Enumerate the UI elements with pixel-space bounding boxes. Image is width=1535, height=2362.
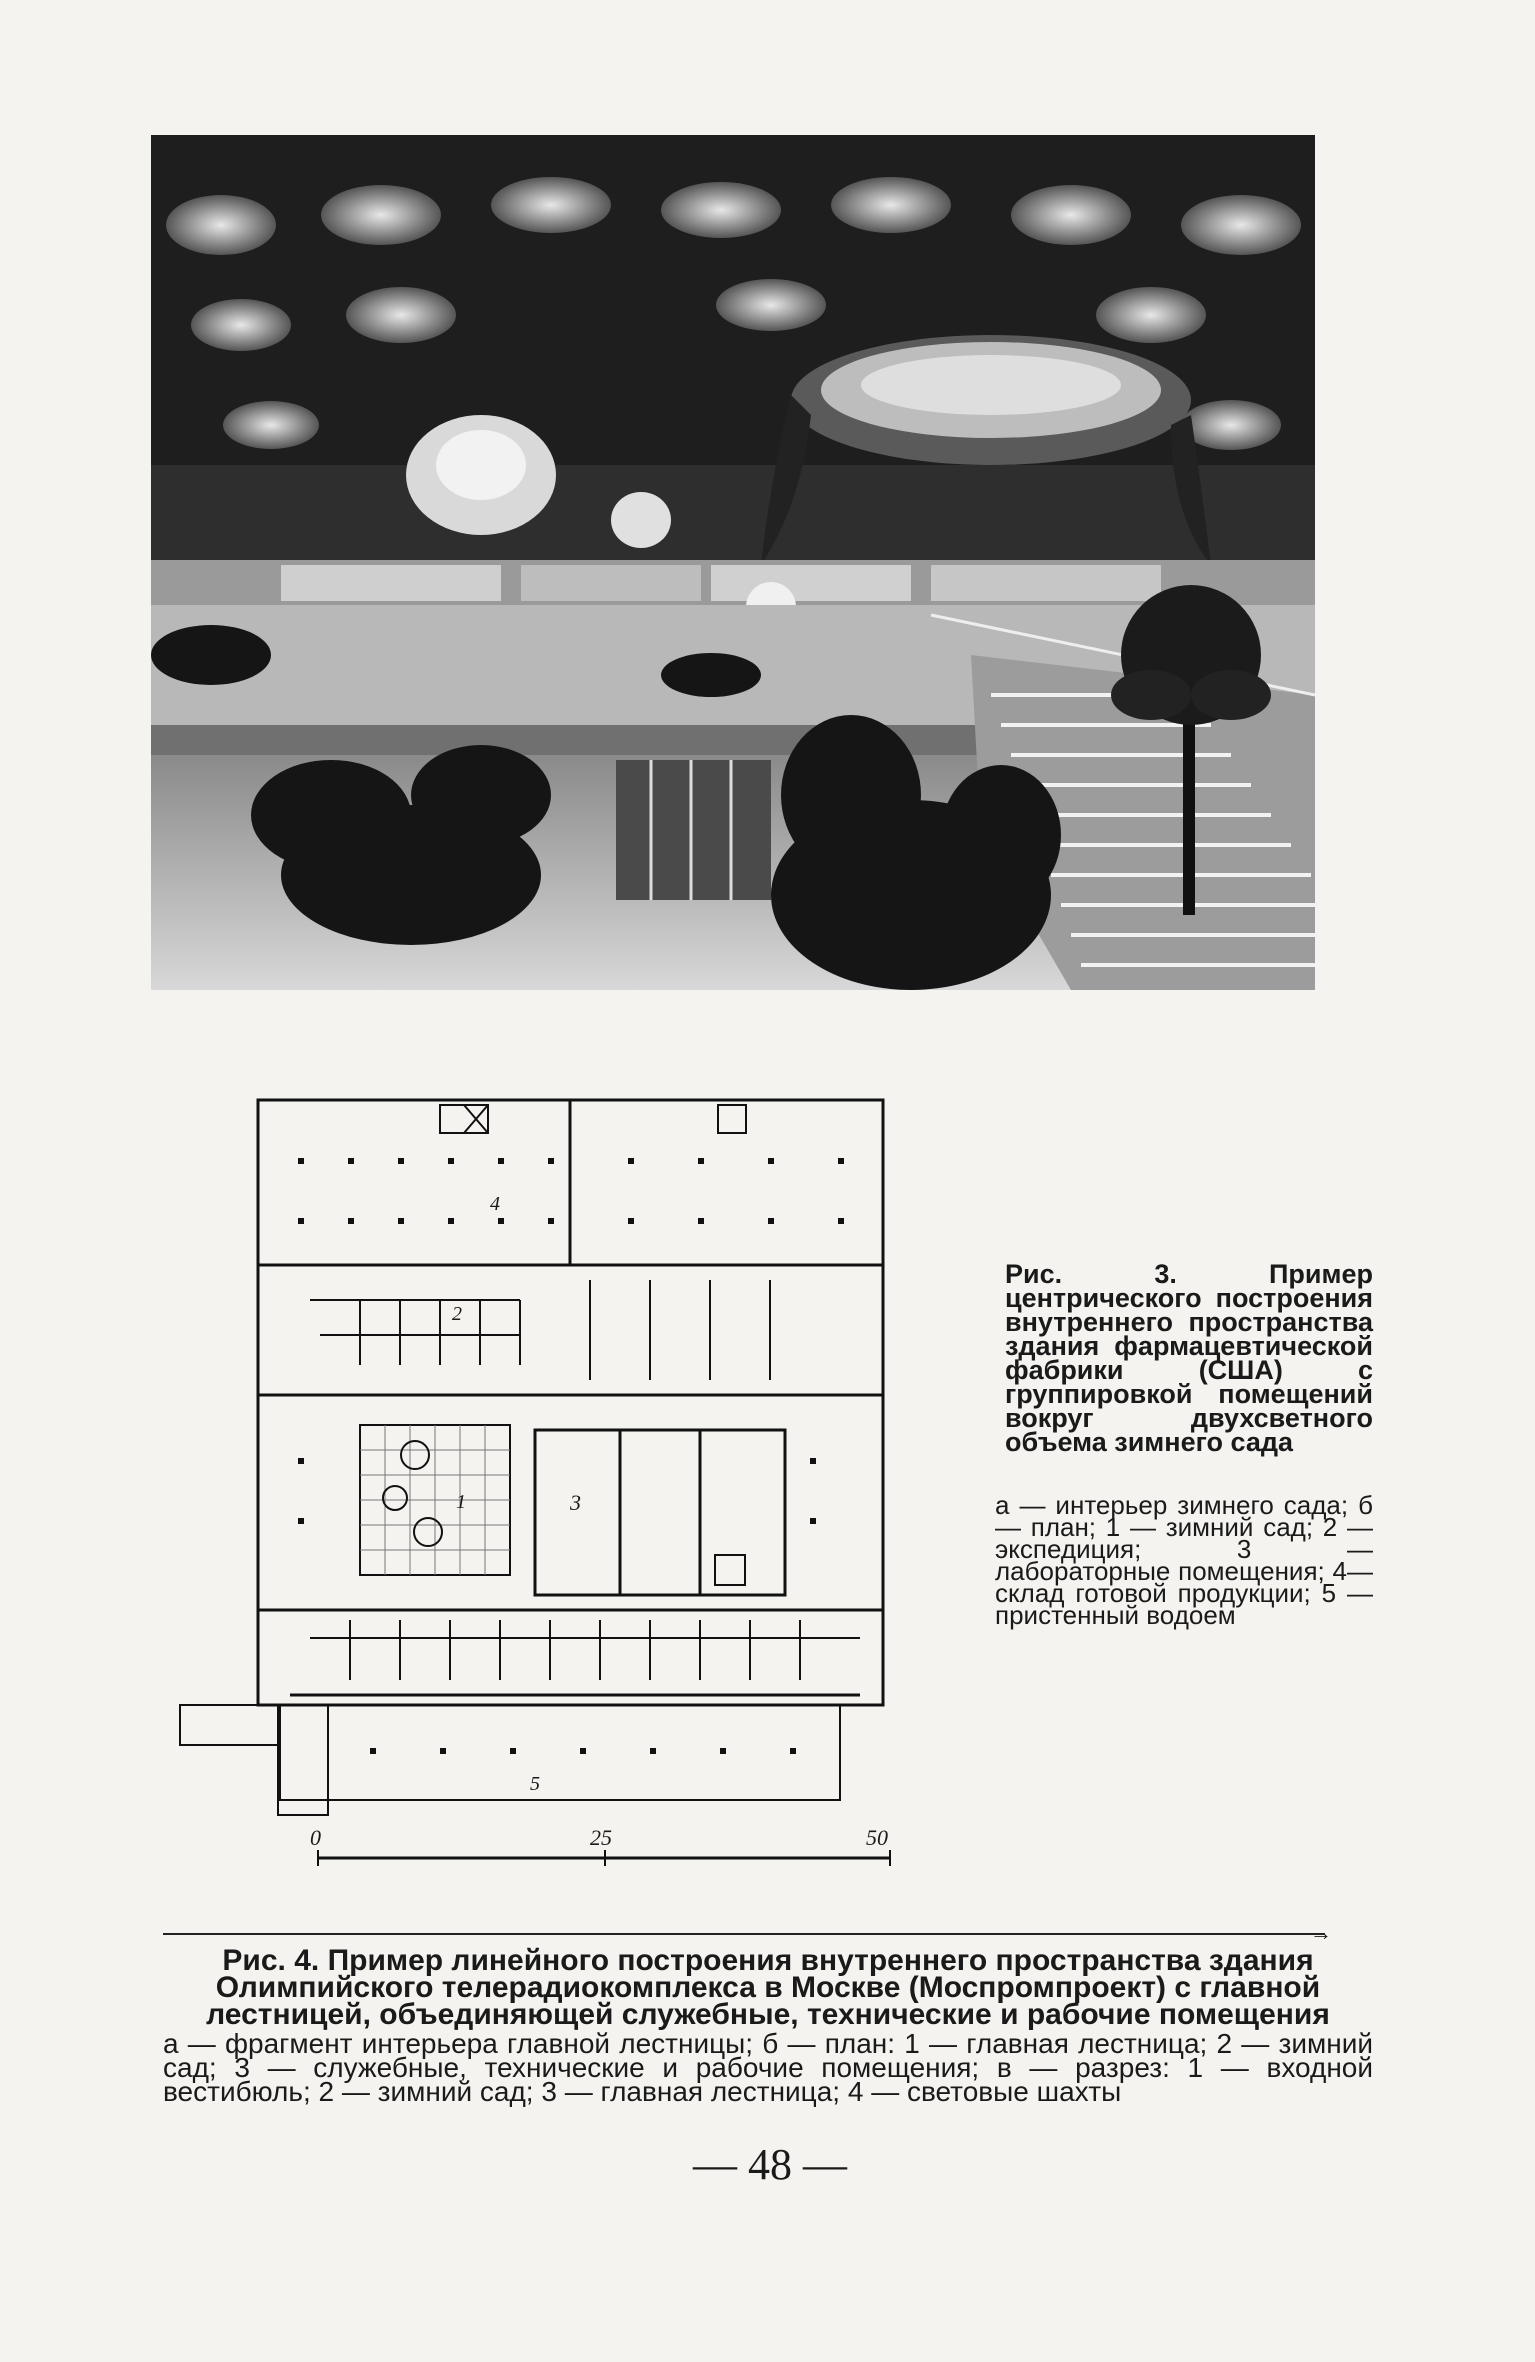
- figure4-caption-legend: а — фрагмент интерьера главной лестницы; б — план: 1 — главная лестница; 2 — зимний сад; 3 — служебные, технические и рабочие помещения; в — разрез: 1 — входной вестибюль; 2 — зимний сад; 3 — главная лестница; 4 — световые шахты: [163, 2028, 1373, 2107]
- figure3-caption-legend: а — интерьер зимнего сада; б — план; 1 — зимний сад; 2 — экспедиция; 3 — лабораторные помещения; 4— склад готовой продукции; 5 — пристенный водоем: [995, 1490, 1373, 1630]
- floor-plan: [170, 1090, 905, 1890]
- winter-garden-photo: [151, 135, 1315, 990]
- scale-bar: [310, 1825, 890, 1866]
- scale-tick-0: 0: [310, 1825, 321, 1850]
- plan-label-4: 4: [490, 1193, 500, 1215]
- stair-cores: [440, 1105, 746, 1133]
- plan-rooms: [310, 1280, 860, 1680]
- plan-label-1: 1: [456, 1491, 466, 1513]
- scale-tick-50: 50: [866, 1825, 888, 1850]
- scale-tick-25: 25: [590, 1825, 612, 1850]
- figure3-caption-title: Рис. 3. Пример центрического построения внутреннего пространства здания фармацевтической фабрики (США) с группировкой помещений вокруг двухсветного объема зимнего сада: [1005, 1259, 1373, 1457]
- page-number: — 48 —: [693, 2140, 847, 2189]
- plan-label-5: 5: [530, 1773, 540, 1795]
- figure4-caption-title: Рис. 4. Пример линейного построения внутреннего пространства здания Олимпийского телерадиокомплекса в Москве (Моспромпроект) с главной лестницей, объединяющей служебные, технические и рабочие помещения: [206, 1944, 1330, 2031]
- plan-label-3: 3: [570, 1490, 581, 1515]
- entrance-glazing: [616, 760, 771, 900]
- caption-rule: [163, 1933, 1325, 1935]
- garden-trees: [383, 1441, 442, 1546]
- rule-arrow-icon: →: [1310, 1920, 1332, 1945]
- plan-label-2: 2: [452, 1303, 462, 1325]
